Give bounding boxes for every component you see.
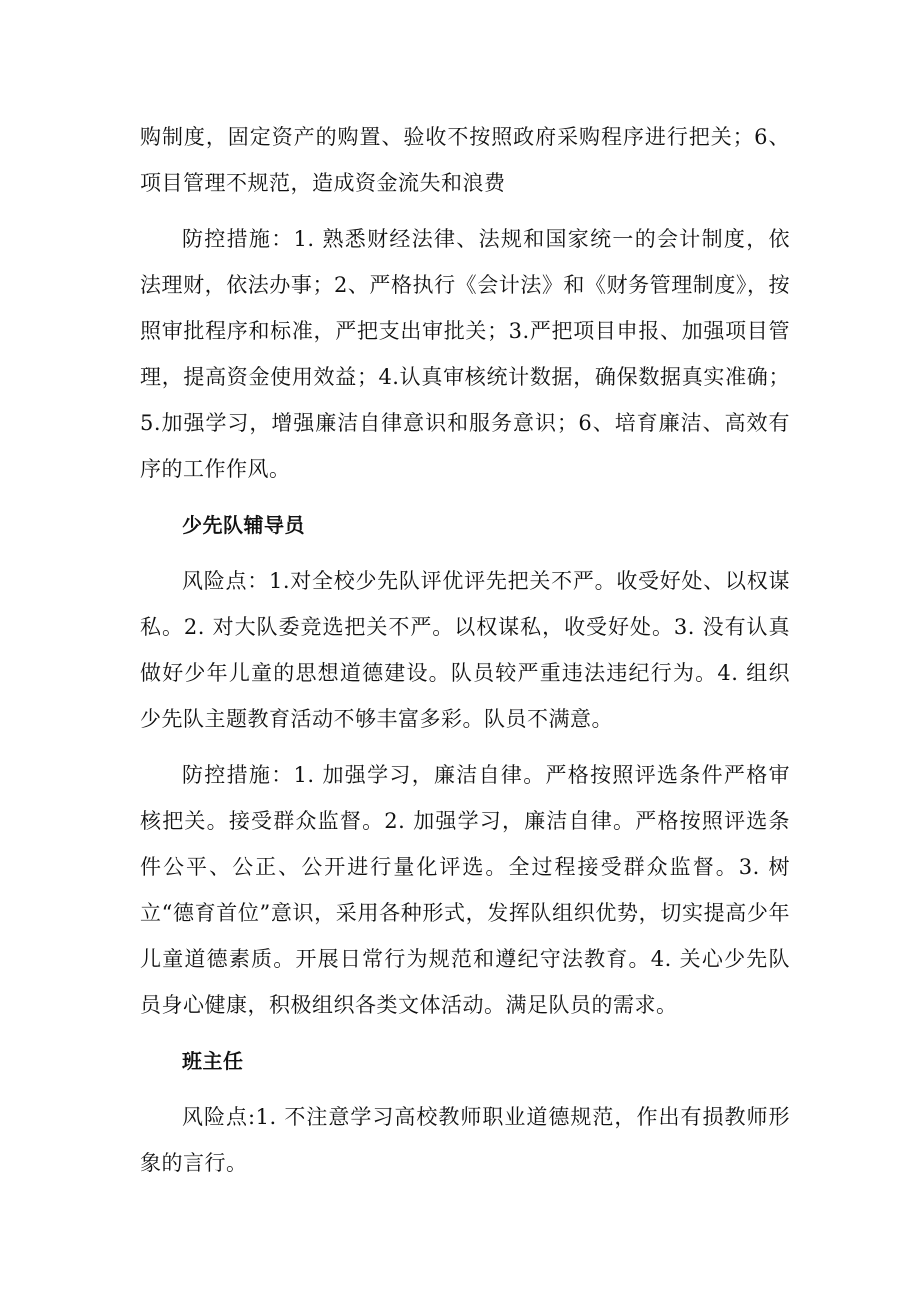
paragraph-pioneers-controls: 防控措施：1. 加强学习，廉洁自律。严格按照评选条件严格审核把关。接受群众监督。2. 加强学习，廉洁自律。严格按照评选条件公平、公正、公开进行量化评选。全过程接受群众监督。3. 树立“德育首位”意识，采用各种形式，发挥队组织优势，切实提高少年儿童道德素质。开展日常行为规范和遵纪守法教育。4. 关心少先队员身心健康，积极组织各类文体活动。满足队员的需求。	[140, 763, 790, 1017]
paragraph-procurement-risks: 购制度，固定资产的购置、验收不按照政府采购程序进行把关；6、项目管理不规范，造成资金流失和浪费	[140, 125, 790, 195]
paragraph-finance-controls: 防控措施：1. 熟悉财经法律、法规和国家统一的会计制度，依法理财，依法办事；2、严格执行《会计法》和《财务管理制度》，按照审批程序和标准，严把支出审批关；3.严把项目申报、加强项目管理，提高资金使用效益；4.认真审核统计数据，确保数据真实准确；5.加强学习，增强廉洁自律意识和服务意识；6、培育廉洁、高效有序的工作作风。	[140, 227, 790, 481]
paragraph-class-teacher-risks: 风险点:1. 不注意学习高校教师职业道德规范，作出有损教师形象的言行。	[140, 1105, 790, 1175]
heading-class-teacher: 班主任	[182, 1049, 244, 1073]
document-body	[140, 114, 790, 1186]
paragraph-pioneers-risks: 风险点：1.对全校少先队评优评先把关不严。收受好处、以权谋私。2. 对大队委竞选把关不严。以权谋私，收受好处。3. 没有认真做好少年儿童的思想道德建设。队员较严重违法违纪行为。4. 组织少先队主题教育活动不够丰富多彩。队员不满意。	[140, 569, 790, 731]
heading-young-pioneers-counselor: 少先队辅导员	[182, 513, 305, 537]
